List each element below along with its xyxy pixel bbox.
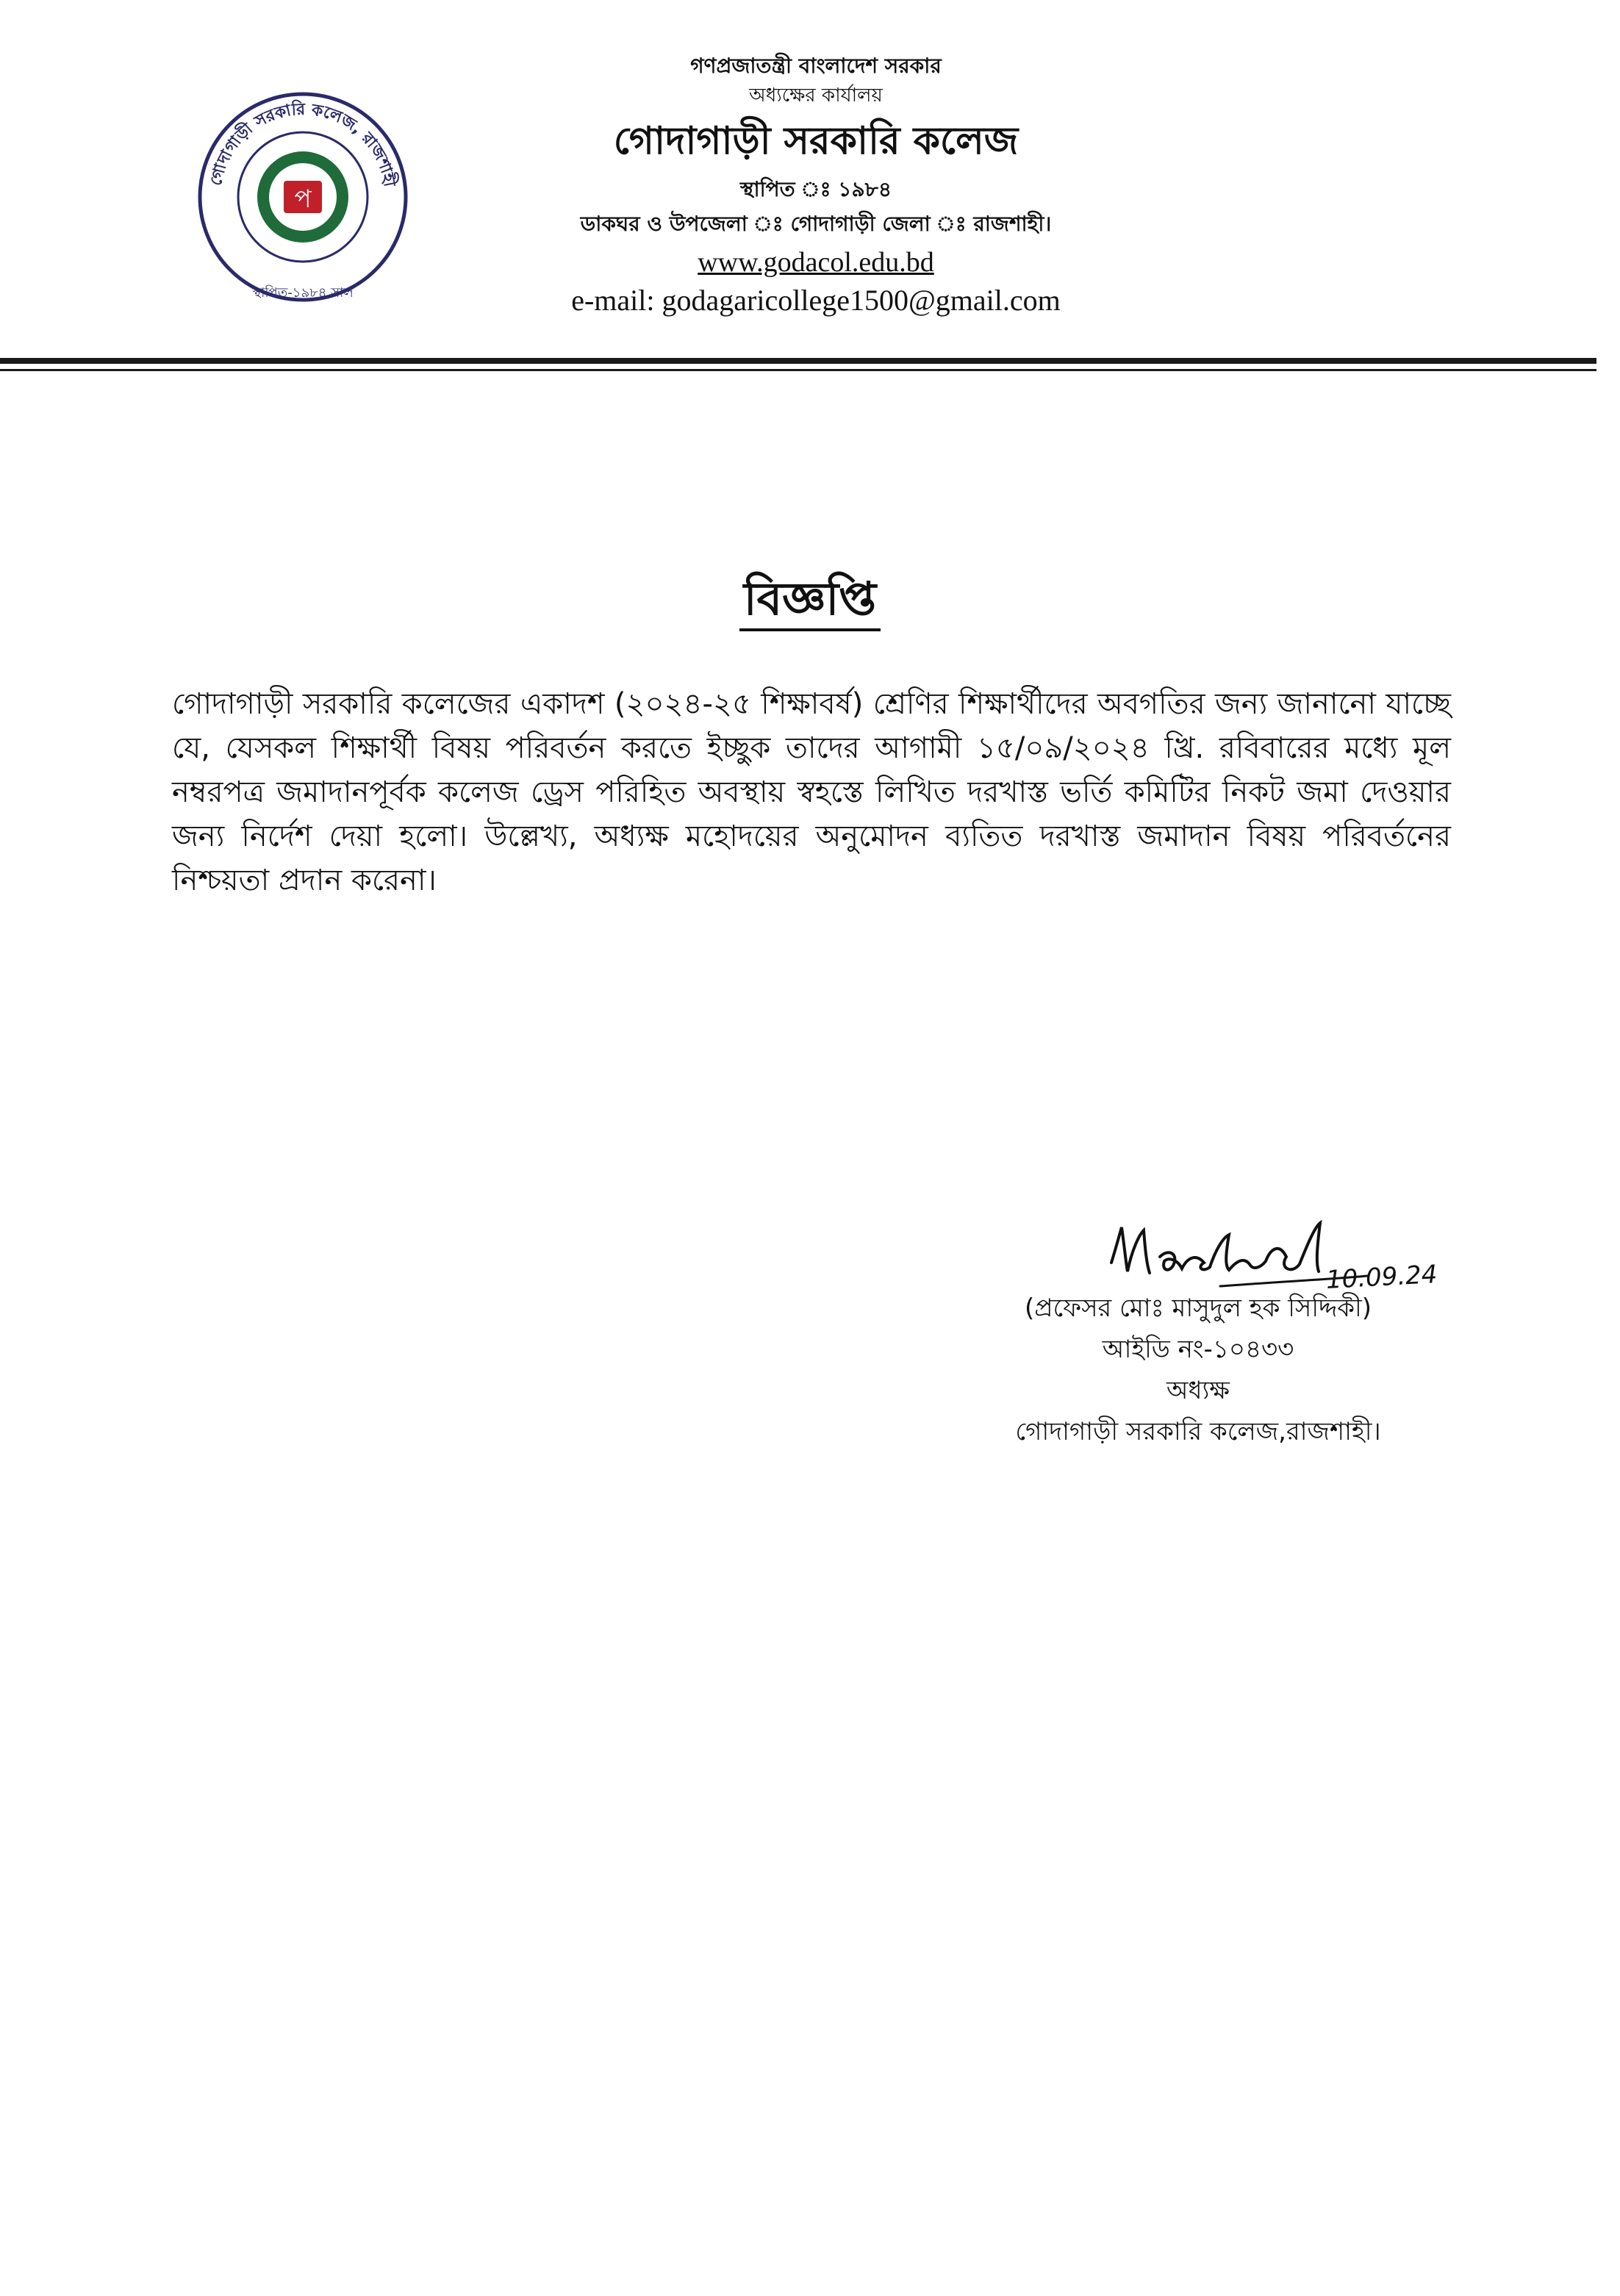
signatory-id: আইডি নং-১০৪৩৩ [1102, 1335, 1294, 1364]
college-seal-logo [193, 87, 413, 307]
website-link[interactable]: www.godacol.edu.bd [698, 247, 934, 278]
seal-ring-text: গোদাগাড়ী সরকারি কলেজ, রাজশাহী [207, 100, 399, 189]
signatory-institution: গোদাগাড়ী সরকারি কলেজ,রাজশাহী। [1015, 1417, 1381, 1446]
email-line: e-mail: godagaricollege1500@gmail.com [571, 284, 1061, 317]
signatory-block [956, 1288, 1441, 1452]
address-line: ডাকঘর ও উপজেলা ঃ গোদাগাড়ী জেলা ঃ রাজশাহী। [580, 212, 1052, 236]
college-name: গোদাগাড়ী সরকারি কলেজ [613, 119, 1019, 163]
header-divider-thick [0, 358, 1596, 364]
signature-date: 10.09.24 [1325, 1260, 1438, 1295]
signatory-name: (প্রফেসর মোঃ মাসুদুল হক সিদ্দিকী) [1024, 1294, 1372, 1323]
office-line: অধ্যক্ষের কার্যালয় [749, 85, 883, 107]
government-line: গণপ্রজাতন্ত্রী বাংলাদেশ সরকার [690, 54, 942, 78]
seal-inner-letter: প [294, 184, 312, 214]
header-divider-thin [0, 369, 1596, 371]
notice-title-text: বিজ্ঞপ্তি [739, 572, 881, 631]
signatory-designation: অধ্যক্ষ [1166, 1376, 1230, 1405]
established-line: স্থাপিত ঃ ১৯৮৪ [739, 177, 892, 201]
notice-title [0, 566, 1620, 632]
seal-bottom-text: স্থাপিত-১৯৮৪ সাল [252, 285, 354, 301]
notice-body: গোদাগাড়ী সরকারি কলেজের একাদশ (২০২৪-২৫ শিক্ষাবর্ষ) শ্রেণির শিক্ষার্থীদের অবগতির জন্য জানানো যাচ্ছে যে, যেসকল শিক্ষার্থী বিষয় পরিবর্তন করতে ইচ্ছুক তাদের আগামী ১৫/০৯/২০২৪ খ্রি. রবিবারের মধ্যে মূল নম্বরপত্র জমাদানপূর্বক কলেজ ড্রেস পরিহিত অবস্থায় স্বহস্তে লিখিত দরখাস্ত ভর্তি কমিটির নিকট জমা দেওয়ার জন্য নির্দেশ দেয়া হলো। উল্লেখ্য, অধ্যক্ষ মহোদয়ের অনুমোদন ব্যতিত দরখাস্ত জমাদান বিষয় পরিবর্তনের নিশ্চয়তা প্রদান করেনা। [172, 687, 1451, 897]
letterhead [441, 51, 1191, 320]
